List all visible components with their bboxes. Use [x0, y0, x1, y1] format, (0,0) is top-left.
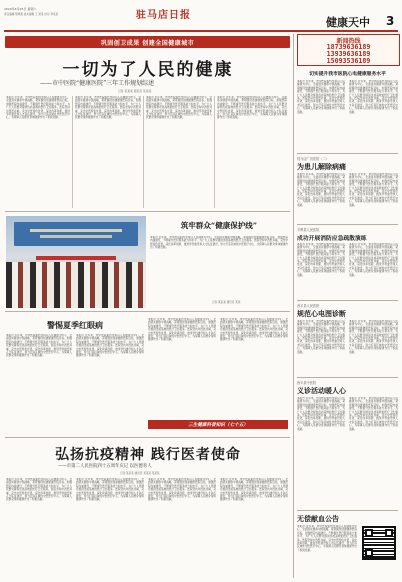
- section-rule: [5, 311, 290, 312]
- masthead-brand: 驻马店日报: [136, 10, 191, 21]
- right-story-2-body: 本报讯 近年来，市中医院始终坚持以人民健康为中心，全面落实健康中国战略，紧紧围绕创建健康医院目标，加强医院内涵建设，不断提升医疗服务能力和水平，为广大人民群众提供优质高效的医疗卫生服务。医院坚持中西医并重，突出中医特色优势，深化改革创新，推进学科建设和人才队伍建设，努力打造区域性中医医疗中心，为保障人民群众身体健康作出了积极贡献。: [297, 173, 345, 207]
- right-section-rule: [297, 153, 398, 154]
- right-story-5-body: 本报讯 近年来，市中医院始终坚持以人民健康为中心，全面落实健康中国战略，紧紧围绕创建健康医院目标，加强医院内涵建设，不断提升医疗服务能力和水平，为广大人民群众提供优质高效的医疗卫生服务。医院坚持中西医并重，突出中医特色优势，深化改革创新，推进学科建设和人才队伍建设，努力打造区域性中医医疗中心，为保障人民群众身体健康作出了积极贡献。: [297, 397, 345, 431]
- photo-backdrop-text: [30, 229, 122, 232]
- lead-byline: 记者 某某某 通讯员 某某某: [118, 89, 152, 93]
- right-story-2-kicker: 驻马店广济医院（二）: [297, 157, 329, 161]
- right-story-5-kicker: 西平县中医院: [297, 381, 317, 385]
- lead-headline: 一切为了人民的健康: [62, 60, 234, 80]
- photo-backdrop: [14, 222, 138, 246]
- heat-story-headline: 警惕夏季红眼病: [47, 320, 103, 330]
- right-story-3-headline: 成功开展消防应急疏散演练: [297, 236, 367, 242]
- notice-body: 本报讯 近年来，市中医院始终坚持以人民健康为中心，全面落实健康中国战略，紧紧围绕创建健康医院目标，加强医院内涵建设，不断提升医疗服务能力和水平，为广大人民群众提供优质高效的医疗卫生服务。医院坚持中西医并重，突出中医特色优势，深化改革创新，推进学科建设和人才队伍建设，努力打造区域性中医医疗中心，为保障人民群众身体健康作出了积极贡献。: [297, 525, 357, 552]
- event-photo: [6, 216, 146, 308]
- lead-body-col-3: 本报讯 近年来，市中医院始终坚持以人民健康为中心，全面落实健康中国战略，紧紧围绕创建健康医院目标，加强医院内涵建设，不断提升医疗服务能力和水平，为广大人民群众提供优质高效的医疗卫生服务。医院坚持中西医并重，突出中医特色优势，深化改革创新，推进学科建设和人才队伍建设，努力打造区域性中医医疗中心，为保障人民群众身体健康作出了积极贡献。: [146, 96, 212, 120]
- right-section-rule: [297, 224, 398, 225]
- notice-title: 无偿献血公告: [297, 515, 339, 523]
- masthead-section: 健康天中: [326, 16, 370, 29]
- hotline-phone: 13939636189: [326, 50, 371, 58]
- lead-body-col-2: 本报讯 近年来，市中医院始终坚持以人民健康为中心，全面落实健康中国战略，紧紧围绕创建健康医院目标，加强医院内涵建设，不断提升医疗服务能力和水平，为广大人民群众提供优质高效的医疗卫生服务。医院坚持中西医并重，突出中医特色优势，深化改革创新，推进学科建设和人才队伍建设，努力打造区域性中医医疗中心，为保障人民群众身体健康作出了积极贡献。: [75, 96, 141, 120]
- hotline-title: 新闻热线: [336, 38, 361, 45]
- photo-ribbon: [36, 256, 116, 260]
- bottom-story-byline: 记者 某某某 通讯员 某某某 某某某: [120, 472, 160, 475]
- masthead-rule: [4, 30, 398, 32]
- photo-crowd: [6, 262, 146, 308]
- photo-backdrop-text: [40, 235, 112, 238]
- right-story-4-body: 本报讯 近年来，市中医院始终坚持以人民健康为中心，全面落实健康中国战略，紧紧围绕创建健康医院目标，加强医院内涵建设，不断提升医疗服务能力和水平，为广大人民群众提供优质高效的医疗卫生服务。医院坚持中西医并重，突出中医特色优势，深化改革创新，推进学科建设和人才队伍建设，努力打造区域性中医医疗中心，为保障人民群众身体健康作出了积极贡献。: [297, 320, 345, 354]
- hotline-phone: 18739636189: [326, 43, 371, 51]
- mid-story-byline: 记者 某某某 通讯员 某某: [212, 301, 241, 304]
- heat-story-col-4: 本报讯 近年来，市中医院始终坚持以人民健康为中心，全面落实健康中国战略，紧紧围绕创建健康医院目标，加强医院内涵建设，不断提升医疗服务能力和水平，为广大人民群众提供优质高效的医疗卫生服务。医院坚持中西医并重，突出中医特色优势，深化改革创新，推进学科建设和人才队伍建设，努力打造区域性中医医疗中心，为保障人民群众身体健康作出了积极贡献。: [220, 318, 288, 342]
- right-story-1-headline: 切实提升我市医院心电健康服务水平: [309, 72, 386, 77]
- bottom-story-col-1: 本报讯 近年来，市中医院始终坚持以人民健康为中心，全面落实健康中国战略，紧紧围绕创建健康医院目标，加强医院内涵建设，不断提升医疗服务能力和水平，为广大人民群众提供优质高效的医疗卫生服务。医院坚持中西医并重，突出中医特色优势，深化改革创新，推进学科建设和人才队伍建设，努力打造区域性中医医疗中心，为保障人民群众身体健康作出了积极贡献。: [6, 478, 72, 502]
- series-banner-text: 三生健康科普知识（七十五）: [188, 422, 248, 428]
- qr-finder: [385, 529, 393, 537]
- lead-body-col-4: 本报讯 近年来，市中医院始终坚持以人民健康为中心，全面落实健康中国战略，紧紧围绕创建健康医院目标，加强医院内涵建设，不断提升医疗服务能力和水平，为广大人民群众提供优质高效的医疗卫生服务。医院坚持中西医并重，突出中医特色优势，深化改革创新，推进学科建设和人才队伍建设，努力打造区域性中医医疗中心，为保障人民群众身体健康作出了积极贡献。: [217, 96, 287, 120]
- right-story-2-body: 本报讯 近年来，市中医院始终坚持以人民健康为中心，全面落实健康中国战略，紧紧围绕创建健康医院目标，加强医院内涵建设，不断提升医疗服务能力和水平，为广大人民群众提供优质高效的医疗卫生服务。医院坚持中西医并重，突出中医特色优势，深化改革创新，推进学科建设和人才队伍建设，努力打造区域性中医医疗中心，为保障人民群众身体健康作出了积极贡献。: [349, 173, 398, 207]
- right-story-4-body: 本报讯 近年来，市中医院始终坚持以人民健康为中心，全面落实健康中国战略，紧紧围绕创建健康医院目标，加强医院内涵建设，不断提升医疗服务能力和水平，为广大人民群众提供优质高效的医疗卫生服务。医院坚持中西医并重，突出中医特色优势，深化改革创新，推进学科建设和人才队伍建设，努力打造区域性中医医疗中心，为保障人民群众身体健康作出了积极贡献。: [349, 320, 398, 354]
- masthead-editors: 责任编辑 陈晓燕 美术编辑 王 某某 校对 李某某: [4, 13, 59, 16]
- right-story-4-kicker: 西平县人民医院: [297, 304, 320, 308]
- right-story-3-body: 本报讯 近年来，市中医院始终坚持以人民健康为中心，全面落实健康中国战略，紧紧围绕创建健康医院目标，加强医院内涵建设，不断提升医疗服务能力和水平，为广大人民群众提供优质高效的医疗卫生服务。医院坚持中西医并重，突出中医特色优势，深化改革创新，推进学科建设和人才队伍建设，努力打造区域性中医医疗中心，为保障人民群众身体健康作出了积极贡献。: [297, 243, 345, 277]
- lead-subheadline: ——市中医院“健康医院”三年工作规划综述: [40, 80, 155, 87]
- qr-finder: [365, 549, 373, 557]
- heat-story-col-3: 本报讯 近年来，市中医院始终坚持以人民健康为中心，全面落实健康中国战略，紧紧围绕创建健康医院目标，加强医院内涵建设，不断提升医疗服务能力和水平，为广大人民群众提供优质高效的医疗卫生服务。医院坚持中西医并重，突出中医特色优势，深化改革创新，推进学科建设和人才队伍建设，努力打造区域性中医医疗中心，为保障人民群众身体健康作出了积极贡献。: [148, 318, 216, 342]
- lead-body-col-1: 本报讯 近年来，市中医院始终坚持以人民健康为中心，全面落实健康中国战略，紧紧围绕创建健康医院目标，加强医院内涵建设，不断提升医疗服务能力和水平，为广大人民群众提供优质高效的医疗卫生服务。医院坚持中西医并重，突出中医特色优势，深化改革创新，推进学科建设和人才队伍建设，努力打造区域性中医医疗中心，为保障人民群众身体健康作出了积极贡献。: [6, 96, 70, 120]
- hotline-box: [297, 34, 400, 66]
- masthead: [4, 6, 398, 28]
- heat-story-col-2: 本报讯 近年来，市中医院始终坚持以人民健康为中心，全面落实健康中国战略，紧紧围绕创建健康医院目标，加强医院内涵建设，不断提升医疗服务能力和水平，为广大人民群众提供优质高效的医疗卫生服务。医院坚持中西医并重，突出中医特色优势，深化改革创新，推进学科建设和人才队伍建设，努力打造区域性中医医疗中心，为保障人民群众身体健康作出了积极贡献。: [76, 334, 144, 358]
- right-story-1-body: 本报讯 近年来，市中医院始终坚持以人民健康为中心，全面落实健康中国战略，紧紧围绕创建健康医院目标，加强医院内涵建设，不断提升医疗服务能力和水平，为广大人民群众提供优质高效的医疗卫生服务。医院坚持中西医并重，突出中医特色优势，深化改革创新，推进学科建设和人才队伍建设，努力打造区域性中医医疗中心，为保障人民群众身体健康作出了积极贡献。: [349, 80, 398, 114]
- lead-col-divider: [143, 96, 144, 208]
- right-section-rule: [297, 377, 398, 378]
- lead-col-divider: [214, 96, 215, 208]
- right-section-rule: [297, 300, 398, 301]
- hotline-phone: 15093536189: [326, 57, 371, 65]
- heat-story-col-1: 本报讯 近年来，市中医院始终坚持以人民健康为中心，全面落实健康中国战略，紧紧围绕创建健康医院目标，加强医院内涵建设，不断提升医疗服务能力和水平，为广大人民群众提供优质高效的医疗卫生服务。医院坚持中西医并重，突出中医特色优势，深化改革创新，推进学科建设和人才队伍建设，努力打造区域性中医医疗中心，为保障人民群众身体健康作出了积极贡献。: [6, 334, 72, 358]
- mid-story-body: 本报讯 近年来，市中医院始终坚持以人民健康为中心，全面落实健康中国战略，紧紧围绕创建健康医院目标，加强医院内涵建设，不断提升医疗服务能力和水平，为广大人民群众提供优质高效的医疗卫生服务。医院坚持中西医并重，突出中医特色优势，深化改革创新，推进学科建设和人才队伍建设，努力打造区域性中医医疗中心，为保障人民群众身体健康作出了积极贡献。: [150, 236, 288, 250]
- right-story-4-headline: 规范心电图诊断: [297, 310, 346, 318]
- campaign-banner: [5, 36, 290, 48]
- bottom-story-col-4: 本报讯 近年来，市中医院始终坚持以人民健康为中心，全面落实健康中国战略，紧紧围绕创建健康医院目标，加强医院内涵建设，不断提升医疗服务能力和水平，为广大人民群众提供优质高效的医疗卫生服务。医院坚持中西医并重，突出中医特色优势，深化改革创新，推进学科建设和人才队伍建设，努力打造区域性中医医疗中心，为保障人民群众身体健康作出了积极贡献。: [220, 478, 288, 502]
- masthead-date: 2020年4月25日 星期六: [4, 7, 37, 11]
- right-story-5-body: 本报讯 近年来，市中医院始终坚持以人民健康为中心，全面落实健康中国战略，紧紧围绕创建健康医院目标，加强医院内涵建设，不断提升医疗服务能力和水平，为广大人民群众提供优质高效的医疗卫生服务。医院坚持中西医并重，突出中医特色优势，深化改革创新，推进学科建设和人才队伍建设，努力打造区域性中医医疗中心，为保障人民群众身体健康作出了积极贡献。: [349, 397, 398, 431]
- bottom-story-headline: 弘扬抗疫精神 践行医者使命: [55, 447, 241, 463]
- right-column-divider: [293, 34, 294, 578]
- bottom-story-col-2: 本报讯 近年来，市中医院始终坚持以人民健康为中心，全面落实健康中国战略，紧紧围绕创建健康医院目标，加强医院内涵建设，不断提升医疗服务能力和水平，为广大人民群众提供优质高效的医疗卫生服务。医院坚持中西医并重，突出中医特色优势，深化改革创新，推进学科建设和人才队伍建设，努力打造区域性中医医疗中心，为保障人民群众身体健康作出了积极贡献。: [76, 478, 144, 502]
- qr-finder: [365, 529, 373, 537]
- right-story-2-headline: 为患儿解除病痛: [297, 163, 346, 171]
- mid-story-headline: 筑牢群众“健康保护线”: [180, 221, 258, 230]
- right-section-rule: [297, 510, 398, 511]
- bottom-story-col-3: 本报讯 近年来，市中医院始终坚持以人民健康为中心，全面落实健康中国战略，紧紧围绕创建健康医院目标，加强医院内涵建设，不断提升医疗服务能力和水平，为广大人民群众提供优质高效的医疗卫生服务。医院坚持中西医并重，突出中医特色优势，深化改革创新，推进学科建设和人才队伍建设，努力打造区域性中医医疗中心，为保障人民群众身体健康作出了积极贡献。: [148, 478, 216, 502]
- right-story-1-body: 本报讯 近年来，市中医院始终坚持以人民健康为中心，全面落实健康中国战略，紧紧围绕创建健康医院目标，加强医院内涵建设，不断提升医疗服务能力和水平，为广大人民群众提供优质高效的医疗卫生服务。医院坚持中西医并重，突出中医特色优势，深化改革创新，推进学科建设和人才队伍建设，努力打造区域性中医医疗中心，为保障人民群众身体健康作出了积极贡献。: [297, 80, 345, 114]
- campaign-banner-text: 巩固创卫成果 创建全国健康城市: [100, 39, 195, 47]
- section-rule: [5, 211, 290, 212]
- bottom-story-subheadline: ——市第二人民医院四十五周年庆记 以医德育人: [58, 464, 152, 469]
- right-story-3-body: 本报讯 近年来，市中医院始终坚持以人民健康为中心，全面落实健康中国战略，紧紧围绕创建健康医院目标，加强医院内涵建设，不断提升医疗服务能力和水平，为广大人民群众提供优质高效的医疗卫生服务。医院坚持中西医并重，突出中医特色优势，深化改革创新，推进学科建设和人才队伍建设，努力打造区域性中医医疗中心，为保障人民群众身体健康作出了积极贡献。: [349, 243, 398, 277]
- section-rule: [5, 437, 290, 438]
- series-banner: [148, 420, 288, 429]
- qr-code: [362, 526, 396, 560]
- lead-col-divider: [72, 96, 73, 208]
- right-story-5-headline: 义诊活动暖人心: [297, 387, 346, 395]
- masthead-page-number: 3: [386, 14, 395, 28]
- right-story-3-kicker: 平舆县人民医院: [297, 228, 320, 232]
